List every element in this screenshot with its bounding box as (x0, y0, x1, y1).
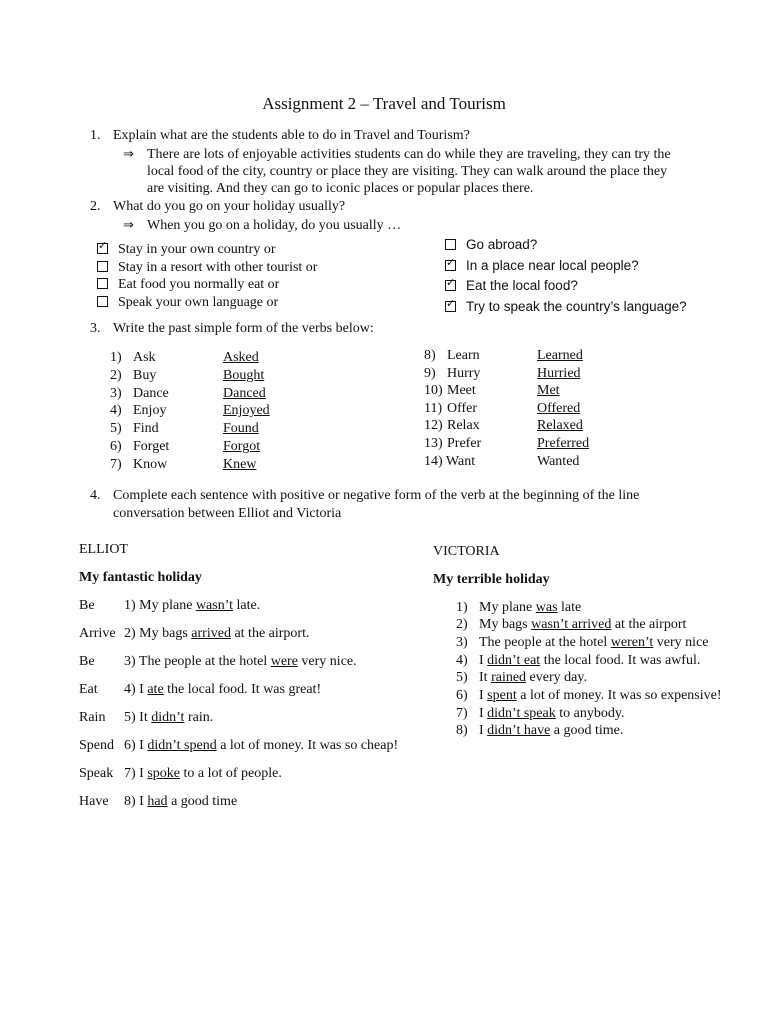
verb-base: Dance (133, 386, 169, 401)
checkbox-option[interactable] (97, 241, 275, 258)
q2-question: What do you go on your holiday usually? (113, 199, 346, 214)
victoria-number: 5) (456, 670, 468, 685)
verb-number: 1) (110, 350, 122, 365)
victoria-sentence: The people at the hotel weren’t very nice (479, 635, 709, 650)
checkbox-option[interactable] (97, 276, 279, 293)
elliot-heading: My fantastic holiday (79, 570, 202, 585)
empty-box-icon[interactable] (445, 239, 456, 250)
page-title: Assignment 2 – Travel and Tourism (262, 94, 506, 113)
victoria-sentence: It rained every day. (479, 670, 587, 685)
elliot-sentence: 2) My bags arrived at the airport. (124, 626, 310, 641)
verb-number: 2) (110, 368, 122, 383)
verb-number: 6) (110, 439, 122, 454)
victoria-sentence: I didn’t have a good time. (479, 723, 624, 738)
verb-base: Forget (133, 439, 170, 454)
verb-number: 13) (424, 436, 443, 451)
verb-number: 3) (110, 386, 122, 401)
verb-past: Found (223, 421, 259, 436)
victoria-number: 2) (456, 617, 468, 632)
elliot-sentence: 3) The people at the hotel were very nice. (124, 654, 357, 669)
verb-past: Knew (223, 457, 257, 472)
checked-box-icon[interactable] (445, 301, 456, 312)
verb-base: Want (445, 454, 476, 469)
checked-box-icon[interactable] (97, 243, 108, 254)
verb-past: Relaxed (537, 418, 583, 433)
q3-question: Write the past simple form of the verbs below: (113, 321, 374, 336)
elliot-sentence: 7) I spoke to a lot of people. (124, 766, 282, 781)
q1-number: 1. (90, 128, 101, 143)
option-label: Speak your own language or (118, 295, 279, 310)
victoria-number: 3) (456, 635, 468, 650)
elliot-sentence: 8) I had a good time (124, 794, 238, 809)
victoria-heading: My terrible holiday (433, 572, 550, 587)
checked-box-icon[interactable] (445, 260, 456, 271)
option-label: In a place near local people? (466, 258, 639, 273)
verb-number: 11) (424, 401, 443, 416)
elliot-name: ELLIOT (79, 542, 128, 557)
verb-past: Forgot (223, 439, 261, 454)
verb-past: Hurried (537, 366, 581, 381)
victoria-sentence: I didn’t eat the local food. It was awful. (479, 653, 701, 668)
victoria-number: 8) (456, 723, 468, 738)
victoria-sentence: I spent a lot of money. It was so expensive! (479, 688, 722, 703)
elliot-verb: Eat (79, 682, 98, 697)
verb-past: Learned (537, 348, 583, 363)
elliot-verb: Be (79, 654, 95, 669)
verb-past-clipped (537, 453, 580, 469)
verb-number: 7) (110, 457, 122, 472)
empty-box-icon[interactable] (97, 296, 108, 307)
arrow-right-icon: ⇒ (123, 218, 134, 233)
verb-base: Hurry (447, 366, 481, 381)
checkbox-option[interactable] (445, 257, 639, 274)
q2-answer: When you go on a holiday, do you usually … (147, 218, 402, 233)
verb-past: Enjoyed (223, 403, 270, 418)
verb-number: 10) (424, 383, 443, 398)
verb-past: Asked (223, 350, 259, 365)
verb-past: Wanted (537, 454, 580, 469)
verb-past: Preferred (537, 436, 590, 451)
verb-number: 5) (110, 421, 122, 436)
verb-base: Ask (133, 350, 156, 365)
verb-number: 9) (424, 366, 436, 381)
option-label: Eat the local food? (466, 278, 578, 293)
elliot-sentence: 1) My plane wasn’t late. (124, 598, 261, 613)
checkbox-option[interactable] (445, 277, 578, 294)
q1-answer-line: There are lots of enjoyable activities students can do while they are traveling, they can try the (147, 147, 671, 162)
option-label: Stay in a resort with other tourist or (118, 260, 318, 275)
checked-box-icon[interactable] (445, 280, 456, 291)
checkbox-option[interactable] (97, 259, 317, 276)
option-label: Stay in your own country or (118, 242, 276, 257)
elliot-sentence: 6) I didn’t spend a lot of money. It was so cheap! (124, 738, 399, 753)
victoria-number: 7) (456, 706, 468, 721)
verb-number: 12) (424, 418, 443, 433)
elliot-sentence: 5) It didn’t rain. (124, 710, 214, 725)
q1-answer-line: are visiting. And they can go to iconic places or popular places there. (147, 181, 534, 196)
verb-number: 8) (424, 348, 436, 363)
victoria-number: 4) (456, 653, 468, 668)
elliot-verb: Speak (79, 766, 114, 781)
victoria-number: 6) (456, 688, 468, 703)
verb-base: Learn (447, 348, 480, 363)
verb-base: Buy (133, 368, 157, 383)
elliot-verb: Have (79, 794, 109, 809)
checkbox-option[interactable] (445, 236, 537, 253)
q3-number: 3. (90, 321, 101, 336)
verb-base: Prefer (447, 436, 482, 451)
elliot-verb: Be (79, 598, 95, 613)
victoria-sentence: My bags wasn’t arrived at the airport (479, 617, 687, 632)
checkbox-option[interactable] (97, 294, 278, 311)
verb-base: Enjoy (133, 403, 167, 418)
empty-box-icon[interactable] (97, 261, 108, 272)
option-label: Go abroad? (466, 237, 538, 252)
q4-number: 4. (90, 488, 101, 503)
q4-question-line: conversation between Elliot and Victoria (113, 506, 342, 521)
victoria-name: VICTORIA (433, 544, 500, 559)
empty-box-icon[interactable] (97, 278, 108, 289)
verb-base: Meet (447, 383, 476, 398)
victoria-sentence: My plane was late (479, 600, 582, 615)
verb-past: Danced (223, 386, 266, 401)
q1-question: Explain what are the students able to do in Travel and Tourism? (113, 128, 470, 143)
verb-past: Met (537, 383, 560, 398)
q4-question-line: Complete each sentence with positive or negative form of the verb at the beginning of the line (113, 488, 640, 503)
elliot-sentence: 4) I ate the local food. It was great! (124, 682, 322, 697)
victoria-sentence: I didn’t speak to anybody. (479, 706, 625, 721)
victoria-number: 1) (456, 600, 468, 615)
verb-number: 14) (424, 454, 443, 469)
verb-number: 4) (110, 403, 122, 418)
checkbox-option[interactable] (445, 298, 687, 315)
verb-row-clipped (424, 453, 476, 469)
verb-base: Know (133, 457, 168, 472)
elliot-verb: Rain (79, 710, 106, 725)
verb-base: Relax (447, 418, 480, 433)
elliot-verb: Spend (79, 738, 114, 753)
verb-base: Find (133, 421, 159, 436)
verb-base: Offer (447, 401, 478, 416)
elliot-verb: Arrive (79, 626, 116, 641)
q2-number: 2. (90, 199, 101, 214)
arrow-right-icon: ⇒ (123, 147, 134, 162)
verb-past: Offered (537, 401, 581, 416)
option-label: Try to speak the country’s language? (466, 299, 687, 314)
option-label: Eat food you normally eat or (118, 277, 280, 292)
verb-past: Bought (223, 368, 265, 383)
q1-answer-line: local food of the city, country or place they are visiting. They can walk around the place they (147, 164, 668, 179)
